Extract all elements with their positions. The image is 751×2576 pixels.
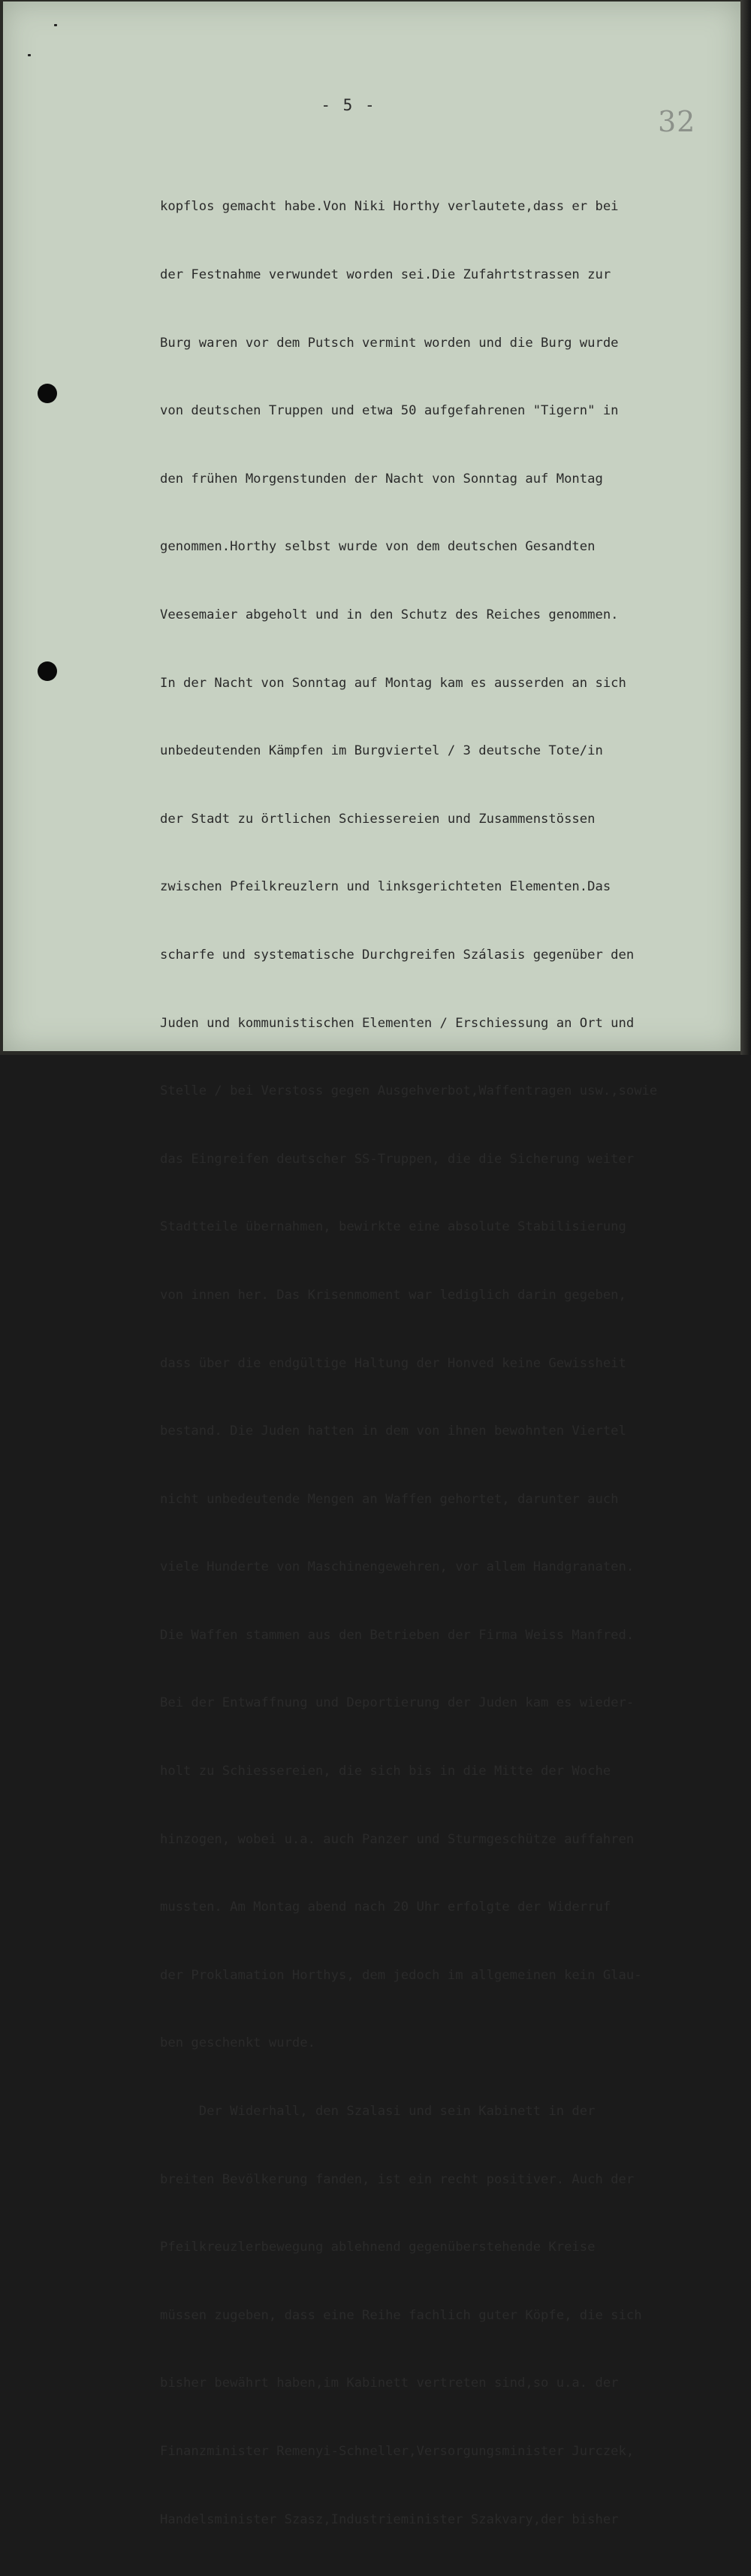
- text-line: hinzogen, wobei u.a. auch Panzer und Sturmgeschütze auffahren: [160, 1831, 635, 1847]
- punch-hole: [38, 384, 57, 403]
- text-line: scharfe und systematische Durchgreifen Szálasis gegenüber den: [160, 947, 635, 963]
- archive-number: 32: [658, 105, 696, 138]
- text-line: der Stadt zu örtlichen Schiessereien und Zusammenstössen: [160, 811, 596, 827]
- text-line: genommen.Horthy selbst wurde von dem deutschen Gesandten: [160, 539, 596, 555]
- text-line: unbedeutenden Kämpfen im Burgviertel / 3 deutsche Tote/in: [160, 743, 603, 759]
- text-line: In der Nacht von Sonntag auf Montag kam es ausserden an sich: [160, 675, 626, 691]
- text-line: Pfeilkreuzlerbewegung ablehnend gegenüberstehende Kreise: [160, 2240, 596, 2255]
- text-line: Burg waren vor dem Putsch vermint worden und die Burg wurde: [160, 335, 619, 351]
- punch-hole: [38, 661, 57, 681]
- page-number: - 5 -: [321, 96, 376, 114]
- text-line: Veesemaier abgeholt und in den Schutz des Reiches genommen.: [160, 607, 619, 622]
- text-line: ben geschenkt wurde.: [160, 2035, 315, 2051]
- text-line: Die Waffen stammen aus den Betrieben der Firma Weiss Manfred.: [160, 1627, 635, 1643]
- text-line: der Festnahme verwundet worden sei.Die Zufahrtstrassen zur: [160, 267, 611, 282]
- text-line: breiten Bevölkerung fanden, ist ein recht positiver. Auch der: [160, 2171, 635, 2187]
- text-line: Stelle / bei Verstoss gegen Ausgehverbot,Waffentragen usw.,sowie: [160, 1083, 658, 1099]
- text-line: das Eingreifen deutscher SS-Truppen, die die Sicherung weiter: [160, 1151, 635, 1167]
- text-line: zwischen Pfeilkreuzlern und linksgerichteten Elementen.Das: [160, 879, 611, 895]
- text-line: von deutschen Truppen und etwa 50 aufgefahrenen "Tigern" in: [160, 403, 619, 419]
- text-line: müssen zugeben, dass eine Reihe fachlich guter Köpfe, die sich: [160, 2307, 642, 2323]
- text-line: viele Hunderte von Maschinengewehren, vor allem Handgranaten.: [160, 1559, 635, 1575]
- speck-mark: [54, 24, 57, 26]
- speck-mark: [28, 54, 31, 56]
- text-line: Juden und kommunistischen Elementen / Erschiessung an Ort und: [160, 1015, 635, 1031]
- text-line: kopflos gemacht habe.Von Niki Horthy verlautete,dass er bei: [160, 199, 619, 215]
- text-line: Der Widerhall, den Szalasi und sein Kabinett in der: [160, 2104, 596, 2120]
- text-line: Bei der Entwaffnung und Deportierung der Juden kam es wieder-: [160, 1695, 635, 1711]
- text-line: bestand. Die Juden hatten in dem von ihnen bewohnten Viertel: [160, 1424, 626, 1439]
- text-line: nicht unbedeutende Mengen an Waffen gehortet, darunter auch: [160, 1491, 619, 1507]
- text-line: den frühen Morgenstunden der Nacht von Sonntag auf Montag: [160, 471, 603, 487]
- text-line: von innen her. Das Krisenmoment war lediglich darin gegeben,: [160, 1287, 626, 1303]
- text-line: holt zu Schiessereien, die sich bis in die Mitte der Woche: [160, 1764, 611, 1779]
- text-line: Handelsminister Szasz,Industrieminister Szakvary,der bisher: [160, 2511, 619, 2527]
- text-line: bisher bewährt haben,im Kabinett vertreten sind,so u.a. der: [160, 2376, 619, 2391]
- text-line: Finanzminister Remenyi-Schneller,Versorgungsminister Jurczek,: [160, 2444, 635, 2459]
- typed-page: [3, 2, 740, 2527]
- text-line: der Proklamation Horthys, dem jedoch im allgemeinen kein Glau-: [160, 1967, 642, 1983]
- scan-edge: [740, 0, 751, 1055]
- body-text: [160, 150, 746, 2576]
- text-line: mussten. Am Montag abend nach 20 Uhr erfolgte der Widerruf: [160, 1900, 611, 1915]
- text-line: Stadtteile übernahmen, bewirkte eine absolute Stabilisierung: [160, 1219, 626, 1235]
- text-line: dass über die endgültige Haltung der Honved keine Gewissheit: [160, 1355, 626, 1371]
